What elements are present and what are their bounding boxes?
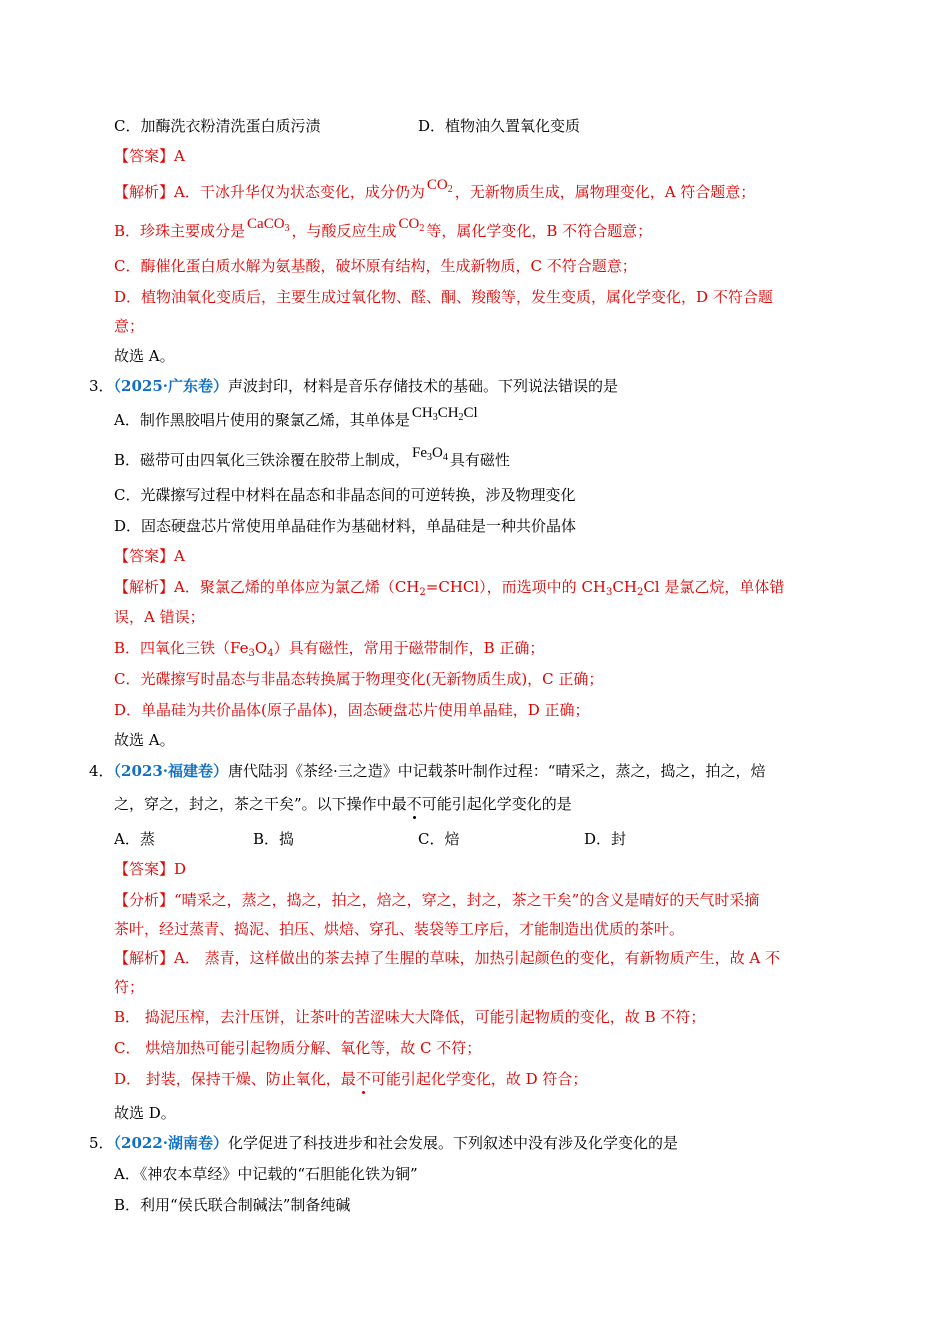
answer: 【答案】A (114, 547, 185, 565)
option-b: B．利用“侯氏联合制碱法”制备纯碱 (114, 1196, 351, 1214)
explanation-line: C．光碟擦写时晶态与非晶态转换属于物理变化(无新物质生成)，C 正确； (114, 670, 604, 688)
explanation-line: C．酶催化蛋白质水解为氨基酸，破坏原有结构，生成新物质，C 不符合题意； (114, 257, 637, 275)
co2-formula: $CO_2$ (426, 177, 453, 195)
question-5-stem: 5．（2022·湖南卷）化学促进了科技进步和社会发展。下列叙述中没有涉及化学变化的是 (89, 1134, 679, 1152)
emphasis-mark: 不 (355, 1070, 371, 1088)
explanation-line: 【解析】A． 蒸青，这样做出的茶去掉了生腥的草味，加热引起颜色的变化，有新物质产生，故 A 不 (114, 949, 780, 967)
question-4-stem-cont: 之，穿之，封之，茶之干矣”。以下操作中最不可能引起化学变化的是 (114, 795, 572, 813)
explanation-line: 意； (114, 317, 145, 335)
question-source: （2023·福建卷） (113, 762, 229, 780)
explanation-line: B． 捣泥压榨，去汁压饼，让茶叶的苦涩味大大降低，可能引起物质的变化，故 B 不符； (114, 1008, 706, 1026)
emphasis-mark: 不 (406, 795, 422, 813)
explanation-line: B．四氧化三铁$(Fe_3O_4)$具有磁性，常用于磁带制作，B 正确； (114, 639, 545, 659)
option-a: A．蒸 (114, 830, 155, 848)
explanation-line: 【解析】A．聚氯乙烯的单体应为氯乙烯$(CH_2=CHCl)$，而选项中的 $CH_3CH_2Cl$ 是氯乙烷，单体错 (114, 578, 785, 598)
option-a: A．《神农本草经》中记载的“石胆能化铁为铜” (114, 1165, 418, 1183)
explanation-line: 【解析】A．干冰升华仅为状态变化，成分仍为 $CO_2$ ，无新物质生成，属物理变化，A 符合题意； (114, 177, 756, 201)
option-d: D．固态硬盘芯片常使用单晶硅作为基础材料，单晶硅是一种共价晶体 (114, 517, 577, 535)
co2-formula: $CO_2$ (398, 216, 425, 234)
question-source: （2022·湖南卷） (113, 1134, 229, 1152)
question-4-stem: 4．（2023·福建卷）唐代陆羽《茶经·三之造》中记载茶叶制作过程：“晴采之，蒸之，捣之，拍之，焙 (89, 762, 766, 780)
caco3-formula: CaCO$_3$ (247, 216, 290, 234)
option-c: C．光碟擦写过程中材料在晶态和非晶态间的可逆转换，涉及物理变化 (114, 486, 576, 504)
explanation-line: 符； (114, 978, 145, 996)
question-source: （2025·广东卷） (113, 377, 229, 395)
conclusion: 故选 D。 (114, 1104, 176, 1122)
explanation-line: 误，A 错误； (114, 608, 205, 626)
conclusion: 故选 A。 (114, 347, 175, 365)
question-number: 3． (89, 377, 114, 395)
answer: 【答案】D (114, 860, 187, 878)
question-number: 5． (89, 1134, 114, 1152)
option-c: C．加酶洗衣粉清洗蛋白质污渍 (114, 117, 321, 135)
question-3-stem: 3．（2025·广东卷）声波封印，材料是音乐存储技术的基础。下列说法错误的是 (89, 377, 619, 395)
option-c: C．焙 (418, 830, 460, 848)
option-d: D．封 (584, 830, 627, 848)
option-b: B．磁带可由四氧化三铁涂覆在胶带上制成， $Fe_3O_4$ 具有磁性 (114, 445, 510, 469)
option-d: D．植物油久置氧化变质 (418, 117, 581, 135)
explanation-line: B．珍珠主要成分是 CaCO$_3$ ，与酸反应生成 $CO_2$ 等，属化学变化，B 不符合题意； (114, 216, 653, 240)
analysis-line: 茶叶，经过蒸青、捣泥、拍压、烘焙、穿孔、装袋等工序后，才能制造出优质的茶叶。 (114, 920, 685, 938)
question-number: 4． (89, 762, 114, 780)
explanation-line: C． 烘焙加热可能引起物质分解、氧化等，故 C 不符； (114, 1039, 482, 1057)
answer: 【答案】A (114, 147, 185, 165)
option-b: B．捣 (253, 830, 295, 848)
ch3ch2cl-formula: $CH_3CH_2Cl$ (411, 405, 478, 423)
explanation-line: D． 封装，保持干燥、防止氧化，最不可能引起化学变化，故 D 符合； (114, 1070, 588, 1088)
fe3o4-formula: $Fe_3O_4$ (412, 445, 448, 463)
explanation-line: D．植物油氧化变质后，主要生成过氧化物、醛、酮、羧酸等，发生变质，属化学变化，D 不符合题 (114, 288, 773, 306)
explanation-line: D．单晶硅为共价晶体(原子晶体)，固态硬盘芯片使用单晶硅，D 正确； (114, 701, 590, 719)
conclusion: 故选 A。 (114, 731, 175, 749)
analysis-line: 【分析】“晴采之，蒸之，捣之，拍之，焙之，穿之，封之，茶之干矣”的含义是晴好的天气时采摘 (114, 891, 760, 909)
option-a: A．制作黑胶唱片使用的聚氯乙烯，其单体是 $CH_3CH_2Cl$ (114, 405, 478, 429)
